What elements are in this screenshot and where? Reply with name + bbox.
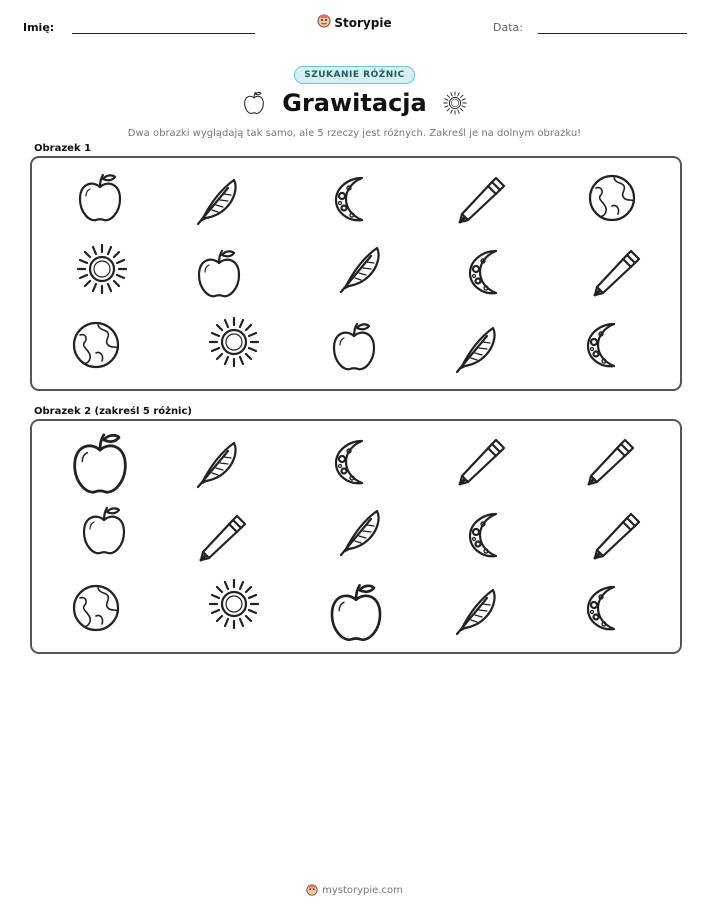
moon-icon[interactable] [456, 504, 516, 564]
feather-icon[interactable] [447, 580, 507, 640]
moon-icon[interactable] [456, 241, 516, 301]
brand-name: Storypie [334, 15, 392, 30]
sun-icon[interactable] [204, 312, 264, 372]
sun-icon[interactable] [72, 239, 132, 299]
picture1-panel[interactable] [30, 156, 682, 391]
apple-icon[interactable] [74, 501, 134, 561]
pencil-icon[interactable] [585, 241, 645, 301]
apple-icon[interactable] [62, 426, 138, 502]
apple-icon[interactable] [320, 577, 392, 649]
pencil-icon[interactable] [191, 506, 251, 566]
moon-icon[interactable] [322, 431, 382, 491]
badge-container [0, 66, 709, 84]
earth-icon[interactable] [66, 578, 126, 638]
feather-icon[interactable] [331, 501, 391, 561]
apple-icon [240, 89, 268, 117]
apple-icon[interactable] [324, 317, 384, 377]
sun-icon[interactable] [204, 574, 264, 634]
apple-icon[interactable] [189, 244, 249, 304]
footer [0, 881, 709, 900]
moon-icon[interactable] [322, 168, 382, 228]
earth-icon[interactable] [66, 315, 126, 375]
page-title: Grawitacja [282, 89, 427, 117]
activity-badge: SZUKANIE RÓŻNIC [294, 66, 415, 84]
brand-logo [0, 13, 709, 32]
date-label: Data: [493, 21, 523, 34]
storypie-logo-icon [317, 13, 331, 32]
apple-icon[interactable] [70, 168, 130, 228]
pencil-icon[interactable] [585, 504, 645, 564]
feather-icon[interactable] [447, 318, 507, 378]
pencil-icon[interactable] [450, 168, 510, 228]
moon-icon[interactable] [574, 314, 634, 374]
name-line[interactable] [72, 33, 255, 34]
storypie-logo-icon [306, 881, 318, 900]
feather-icon[interactable] [188, 170, 248, 230]
moon-icon[interactable] [574, 577, 634, 637]
instructions-text: Dwa obrazki wyglądają tak samo, ale 5 rzeczy jest różnych. Zakreśl je na dolnym obrazku! [127, 128, 582, 139]
sun-icon [441, 89, 469, 117]
footer-url[interactable]: mystorypie.com [322, 885, 403, 896]
feather-icon[interactable] [331, 238, 391, 298]
date-line[interactable] [538, 33, 687, 34]
title-row [0, 89, 709, 117]
picture1-label: Obrazek 1 [34, 143, 92, 154]
name-label: Imię: [23, 21, 55, 34]
picture2-label: Obrazek 2 (zakreśl 5 różnic) [34, 406, 192, 417]
picture2-panel[interactable] [30, 419, 682, 654]
pencil-icon[interactable] [579, 430, 639, 490]
pencil-icon[interactable] [450, 430, 510, 490]
earth-icon[interactable] [582, 168, 642, 228]
feather-icon[interactable] [188, 433, 248, 493]
